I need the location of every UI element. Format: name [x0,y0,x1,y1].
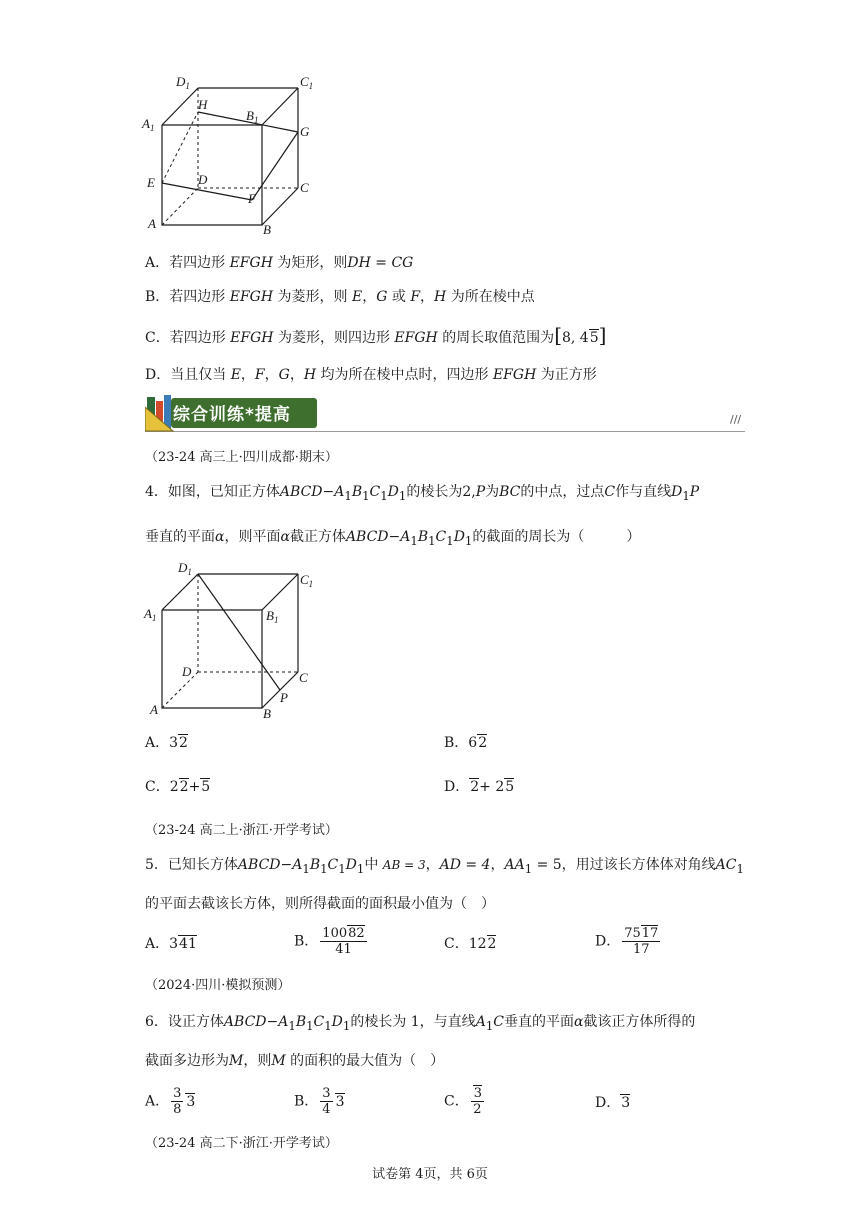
fig2-label-a: A [150,702,158,717]
q5-option-c: C．122 [444,936,497,952]
source-q7: （23-24 高二下·浙江·开学考试） [145,1136,338,1151]
q5-option-b: B． $\frac{10082}{41}$ [294,926,365,957]
source-q4: （23-24 高三上·四川成都·期末） [145,450,338,465]
banner-title: 综合训练*提高 [173,405,291,425]
fig2-label-c: C [299,670,308,685]
q3-option-d: D．当且仅当 E，F，G，H 均为所在棱中点时，四边形 EFGH 为正方形 [145,367,597,383]
q4-option-a: A．32 [145,735,188,751]
q5-line-2: 的平面去截该长方体，则所得截面的面积最小值为（ ） [145,896,495,912]
fig1-label-a: A [148,216,156,231]
q4-line-1: 4．如图，已知正方体$ABCD-A_1B_1C_1D_1$的棱长为2,P为BC的中点，过点C作与直线$D_1P$ [145,484,700,503]
fig1-label-b1: $B_1$ [246,108,259,125]
fig1-label-c1: $C_1$ [300,74,314,91]
figure-cube-efgh [140,70,340,240]
fig1-label-f: F [248,191,256,206]
q6-line-1: 6．设正方体$ABCD-A_1B_1C_1D_1$的棱长为 1，与直线$A_1C$垂直的平面α截该正方体所得的 [145,1014,696,1033]
fig2-label-b1: $B_1$ [266,608,279,625]
fig2-label-a1: $A_1$ [144,606,157,623]
q3-option-b: B．若四边形 EFGH 为菱形，则 E，G 或 F，H 为所在棱中点 [145,289,535,305]
q4-line-2: 垂直的平面α，则平面α截正方体$ABCD-A_1B_1C_1D_1$的截面的周长为（ ） [145,529,641,548]
q6-option-b: B． $\frac{3}{4}$ 3 [294,1086,345,1117]
q6-option-d: D．3 [595,1095,631,1111]
q6-line-2: 截面多边形为M，则M 的面积的最大值为（ ） [145,1053,445,1069]
q5-option-d: D． $\frac{7517}{17}$ [595,926,659,957]
q6-option-a: A． $\frac{3}{8}$ 3 [145,1086,196,1117]
fig2-label-b: B [263,706,271,721]
q4-option-d: D．2+ 25 [444,779,515,795]
page-footer: 试卷第 4页，共 6页 [372,1167,488,1182]
fig2-label-d1: $D_1$ [178,560,192,577]
fig1-label-d: D [198,172,208,187]
q4-option-c: C．22+5 [145,779,211,795]
fig1-label-d1: $D_1$ [176,74,190,91]
banner-mark: /// [730,413,742,426]
fig1-label-c: C [300,180,309,195]
fig1-label-e: E [147,175,155,190]
fig1-label-h: H [198,97,208,112]
banner-divider [145,431,745,432]
fig2-label-d: D [182,664,192,679]
q5-line-1: 5．已知长方体$ABCD-A_1B_1C_1D_1$中 AB = 3，AD = 4，$AA_1 = 5$，用过该长方体体对角线$AC_1$ [145,857,744,876]
fig1-label-g: G [300,124,310,139]
q3-option-a: A．若四边形 EFGH 为矩形，则DH = CG [145,255,414,271]
fig1-label-a1: $A_1$ [142,116,155,133]
q5-option-a: A．341 [145,936,197,952]
source-q6: （2024·四川·模拟预测） [145,978,291,993]
source-q5: （23-24 高二上·浙江·开学考试） [145,823,338,838]
q3-option-c: C．若四边形 EFGH 为菱形，则四边形 EFGH 的周长取值范围为[8, 45] [145,323,607,347]
fig2-label-p: P [280,690,288,705]
figure-cube-p [140,558,340,723]
q4-option-b: B．62 [444,735,488,751]
fig1-label-b: B [263,222,271,237]
fig2-label-c1: $C_1$ [300,572,314,589]
q6-option-c: C． $\frac{3}{2}$ [444,1086,482,1117]
